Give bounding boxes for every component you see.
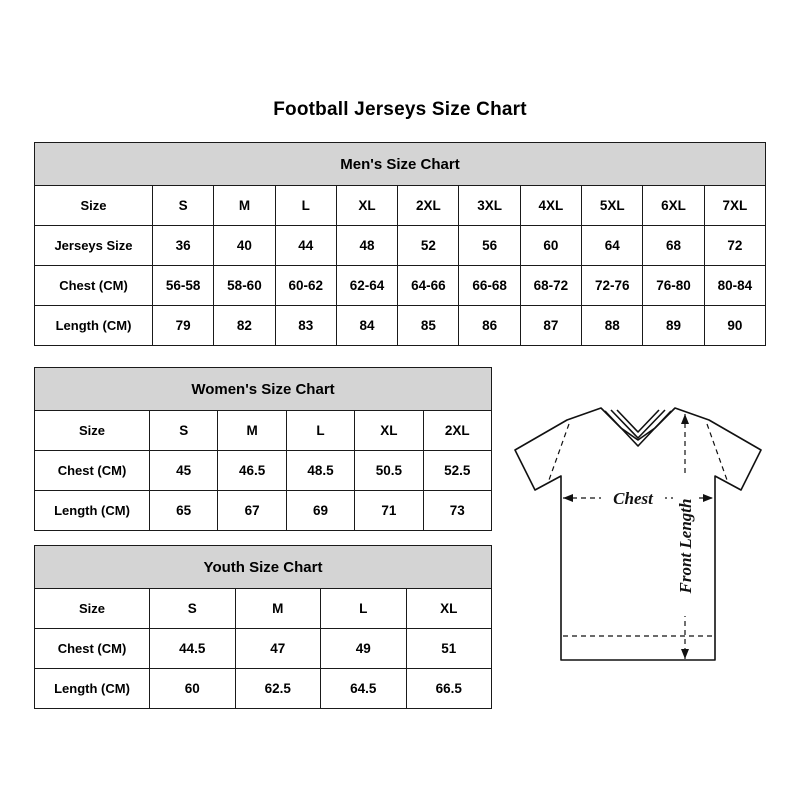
table-cell: 85 xyxy=(398,306,459,346)
table-cell: 67 xyxy=(218,491,286,531)
table-cell: 44 xyxy=(275,226,336,266)
table-cell: S xyxy=(150,411,218,451)
row-label: Length (CM) xyxy=(35,669,150,709)
youth-size-chart-table xyxy=(34,545,492,709)
table-cell: 88 xyxy=(582,306,643,346)
table-cell: M xyxy=(218,411,286,451)
table-cell: 45 xyxy=(150,451,218,491)
table-cell: 50.5 xyxy=(355,451,423,491)
table-cell: 79 xyxy=(153,306,214,346)
table-cell: 60 xyxy=(150,669,236,709)
table-cell: 56-58 xyxy=(153,266,214,306)
table-cell: 46.5 xyxy=(218,451,286,491)
table-cell: L xyxy=(275,186,336,226)
table-caption-row xyxy=(35,143,766,186)
mens-table-caption: Men's Size Chart xyxy=(35,143,766,186)
chest-label: Chest xyxy=(613,489,653,508)
table-cell: 90 xyxy=(704,306,765,346)
table-cell: 52 xyxy=(398,226,459,266)
table-cell: 49 xyxy=(321,629,407,669)
table-cell: L xyxy=(321,589,407,629)
row-label: Size xyxy=(35,411,150,451)
table-cell: 47 xyxy=(235,629,321,669)
table-cell: 4XL xyxy=(520,186,581,226)
table-row xyxy=(35,186,766,226)
table-cell: S xyxy=(150,589,236,629)
table-cell: 62-64 xyxy=(336,266,397,306)
table-cell: 80-84 xyxy=(704,266,765,306)
table-row xyxy=(35,491,492,531)
table-cell: L xyxy=(286,411,354,451)
table-cell: 3XL xyxy=(459,186,520,226)
table-cell: M xyxy=(214,186,275,226)
table-cell: 60-62 xyxy=(275,266,336,306)
table-cell: 65 xyxy=(150,491,218,531)
row-label: Size xyxy=(35,589,150,629)
table-cell: XL xyxy=(406,589,492,629)
table-caption-row xyxy=(35,546,492,589)
table-row xyxy=(35,266,766,306)
table-cell: 52.5 xyxy=(423,451,491,491)
mens-size-chart-table xyxy=(34,142,766,346)
table-cell: 48.5 xyxy=(286,451,354,491)
table-cell: 86 xyxy=(459,306,520,346)
table-row xyxy=(35,226,766,266)
table-cell: 69 xyxy=(286,491,354,531)
row-label: Length (CM) xyxy=(35,491,150,531)
table-cell: 64-66 xyxy=(398,266,459,306)
table-cell: 73 xyxy=(423,491,491,531)
table-cell: 40 xyxy=(214,226,275,266)
table-cell: 66-68 xyxy=(459,266,520,306)
table-cell: 64 xyxy=(582,226,643,266)
left-sleeve-seam xyxy=(549,424,569,480)
table-cell: 66.5 xyxy=(406,669,492,709)
tshirt-outline-icon xyxy=(515,408,761,660)
table-cell: 64.5 xyxy=(321,669,407,709)
table-cell: 2XL xyxy=(423,411,491,451)
row-label: Chest (CM) xyxy=(35,451,150,491)
page-title: Football Jerseys Size Chart xyxy=(273,99,527,120)
table-cell: 82 xyxy=(214,306,275,346)
right-sleeve-seam xyxy=(707,424,727,480)
table-cell: 76-80 xyxy=(643,266,704,306)
row-label: Chest (CM) xyxy=(35,629,150,669)
table-caption-row xyxy=(35,368,492,411)
table-cell: 6XL xyxy=(643,186,704,226)
table-cell: 60 xyxy=(520,226,581,266)
row-label: Jerseys Size xyxy=(35,226,153,266)
table-cell: 56 xyxy=(459,226,520,266)
table-cell: S xyxy=(153,186,214,226)
table-cell: 36 xyxy=(153,226,214,266)
table-row xyxy=(35,451,492,491)
table-row xyxy=(35,589,492,629)
table-cell: 83 xyxy=(275,306,336,346)
front-length-label: Front Length xyxy=(676,498,695,594)
table-cell: M xyxy=(235,589,321,629)
table-cell: 2XL xyxy=(398,186,459,226)
t-shirt-measurement-diagram xyxy=(505,398,773,688)
womens-table-caption: Women's Size Chart xyxy=(35,368,492,411)
table-cell: 62.5 xyxy=(235,669,321,709)
table-cell: 72 xyxy=(704,226,765,266)
table-cell: 84 xyxy=(336,306,397,346)
youth-table-caption: Youth Size Chart xyxy=(35,546,492,589)
table-row xyxy=(35,306,766,346)
table-cell: 68-72 xyxy=(520,266,581,306)
table-cell: 48 xyxy=(336,226,397,266)
table-cell: 58-60 xyxy=(214,266,275,306)
table-cell: XL xyxy=(336,186,397,226)
row-label: Chest (CM) xyxy=(35,266,153,306)
table-row xyxy=(35,411,492,451)
row-label: Length (CM) xyxy=(35,306,153,346)
table-row xyxy=(35,669,492,709)
table-cell: 71 xyxy=(355,491,423,531)
table-cell: 5XL xyxy=(582,186,643,226)
table-row xyxy=(35,629,492,669)
table-cell: 7XL xyxy=(704,186,765,226)
table-cell: 68 xyxy=(643,226,704,266)
table-cell: 44.5 xyxy=(150,629,236,669)
table-cell: 89 xyxy=(643,306,704,346)
table-cell: 87 xyxy=(520,306,581,346)
womens-size-chart-table xyxy=(34,367,492,531)
table-cell: XL xyxy=(355,411,423,451)
table-cell: 51 xyxy=(406,629,492,669)
table-cell: 72-76 xyxy=(582,266,643,306)
row-label: Size xyxy=(35,186,153,226)
